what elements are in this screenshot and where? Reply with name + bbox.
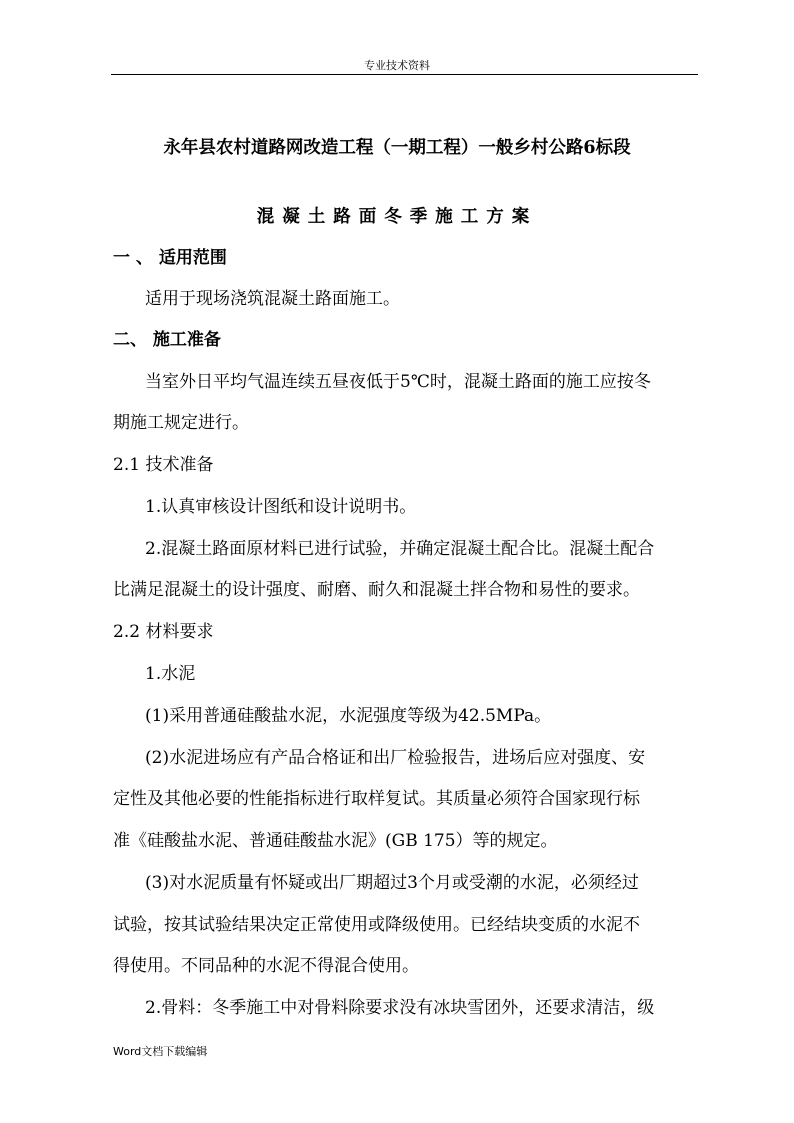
list-item: 1.水泥 [145,664,196,684]
document-title: 永年县农村道路网改造工程（一期工程）一般乡村公路6标段 [163,138,631,158]
list-item: (2)水泥进场应有产品合格证和出厂检验报告，进场后应对强度、安 [145,748,646,768]
subsection-2-2-heading: 2.2 材料要求 [113,622,214,642]
paragraph-line: 试验，按其试验结果决定正常使用或降级使用。已经结块变质的水泥不 [113,915,640,935]
list-item: (3)对水泥质量有怀疑或出厂期超过3个月或受潮的水泥，必须经过 [145,873,639,893]
paragraph-line: 定性及其他必要的性能指标进行取样复试。其质量必须符合国家现行标 [113,789,640,809]
section-1-heading: 一 、 适用范围 [113,248,227,268]
section-2-heading: 二、 施工准备 [113,330,221,350]
paragraph-line: 比满足混凝土的设计强度、耐磨、耐久和混凝土拌合物和易性的要求。 [113,580,640,600]
list-item: 2.骨料：冬季施工中对骨料除要求没有冰块雪团外，还要求清洁，级 [145,998,655,1018]
paragraph-line: 准《硅酸盐水泥、普通硅酸盐水泥》(GB 175）等的规定。 [113,831,558,851]
list-item: 2.混凝土路面原材料已进行试验，并确定混凝土配合比。混凝土配合 [145,539,655,559]
list-item: 1.认真审核设计图纸和设计说明书。 [145,497,417,517]
paragraph-line: 期施工规定进行。 [113,413,249,433]
document-subtitle: 混凝土路面冬季施工方案 [256,207,538,227]
header-rule [111,74,698,75]
subsection-2-1-heading: 2.1 技术准备 [113,455,214,475]
page-footer: Word文档下载编辑 [113,1045,208,1058]
paragraph-line: 得使用。不同品种的水泥不得混合使用。 [113,956,419,976]
list-item: (1)采用普通硅酸盐水泥，水泥强度等级为42.5MPa。 [145,706,552,726]
section-1-body: 适用于现场浇筑混凝土路面施工。 [145,289,400,309]
page-header: 专业技术资料 [364,59,430,72]
paragraph-line: 当室外日平均气温连续五昼夜低于5℃时，混凝土路面的施工应按冬 [145,372,651,392]
